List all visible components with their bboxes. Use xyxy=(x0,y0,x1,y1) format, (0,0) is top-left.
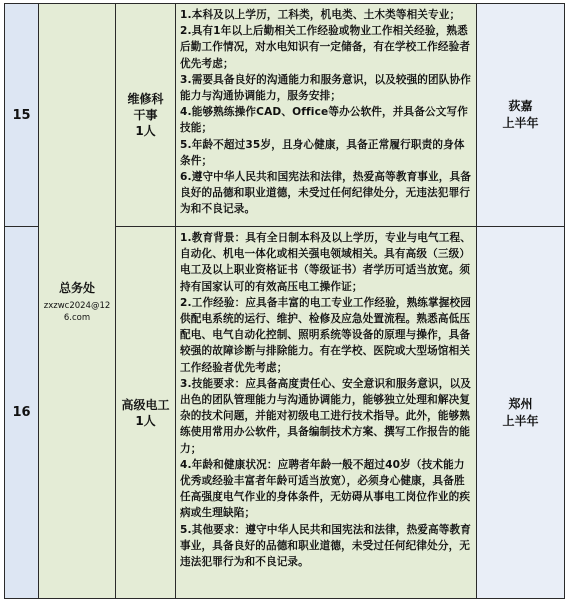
requirement-item: 1.本科及以上学历，工科类，机电类、土木类等相关专业； xyxy=(180,9,461,21)
requirement-item: 4.能够熟练操作CAD、Office等办公软件，并具备公文写作技能； xyxy=(180,106,469,135)
post-cell xyxy=(116,4,176,227)
table-row-15 xyxy=(5,4,565,227)
location-cell xyxy=(477,227,565,599)
requirement-item: 2.工作经验：应具备丰富的电工专业工作经验，熟练掌握校园供配电系统的运行、维护、检修及应急处置流程。熟悉高低压配电、电气自动化控制、照明系统等设备的原理与操作，具备较强的故障诊断与排除能力。有在学校、医院或大型场馆相关工作经验者优先考虑； xyxy=(180,296,472,374)
recruit-period: 上半年 xyxy=(502,413,539,428)
requirements-cell xyxy=(176,227,477,599)
post-name: 维修科干事 xyxy=(127,92,164,122)
requirement-item: 5.年龄不超过35岁，且身心健康，具备正常履行职责的身体条件； xyxy=(180,138,465,167)
requirements-cell xyxy=(176,4,477,227)
requirement-item: 5.其他要求：遵守中华人民共和国宪法和法律，热爱高等教育事业，具备良好的品德和职业道德，未受过任何纪律处分，无违法犯罪行为和不良记录。 xyxy=(180,523,472,569)
department-name: 总务处 xyxy=(58,280,95,295)
requirement-item: 2.具有1年以上后勤相关工作经验或物业工作相关经验，熟悉后勤工作情况，对水电知识有一定储备，有在学校工作经验者优先考虑； xyxy=(180,25,471,70)
requirement-item: 1.教育背景：具有全日制本科及以上学历，专业与电气工程、自动化、机电一体化或相关强电领域相关。具有高级（三级）电工及以上职业资格证书（等级证书）者学历可适当放宽。须持有国家认可的有效高压电工操作证； xyxy=(180,232,472,293)
location-cell xyxy=(477,4,565,227)
recruitment-table xyxy=(4,3,565,599)
recruit-period: 上半年 xyxy=(502,116,539,130)
requirement-item: 6.遵守中华人民共和国宪法和法律，热爱高等教育事业，具备良好的品德和职业道德，未受过任何纪律处分，无违法犯罪行为和不良记录。 xyxy=(180,171,472,216)
post-headcount: 1人 xyxy=(135,413,156,428)
requirement-item: 4.年龄和健康状况：应聘者年龄一般不超过40岁（技术能力优秀或经验丰富者年龄可适当放宽），必须身心健康，具备胜任高强度电气作业的身体条件，无妨碍从事电工岗位作业的疾病或生理缺陷； xyxy=(180,458,471,520)
post-headcount: 1人 xyxy=(135,124,156,138)
department-email: zxzwc2024@126.com xyxy=(43,300,111,323)
post-cell xyxy=(116,227,176,599)
department-cell xyxy=(39,4,116,599)
location-name: 郑州 xyxy=(508,396,533,411)
post-name: 高级电工 xyxy=(121,397,170,412)
requirement-item: 3.需要具备良好的沟通能力和服务意识，以及较强的团队协作能力与沟通协调能力，服务安排； xyxy=(180,73,472,103)
location-name: 荻嘉 xyxy=(508,99,533,113)
requirement-item: 3.技能要求：应具备高度责任心、安全意识和服务意识，以及出色的团队管理能力与沟通协调能力，能够独立处理和解决复杂的技术问题，并能对初级电工进行技术指导。此外，能够熟练使用常用办公软件，具备编制技术方案、撰写工作报告的能力； xyxy=(180,377,472,455)
row-number: 15 xyxy=(5,4,39,227)
row-number: 16 xyxy=(5,227,39,599)
